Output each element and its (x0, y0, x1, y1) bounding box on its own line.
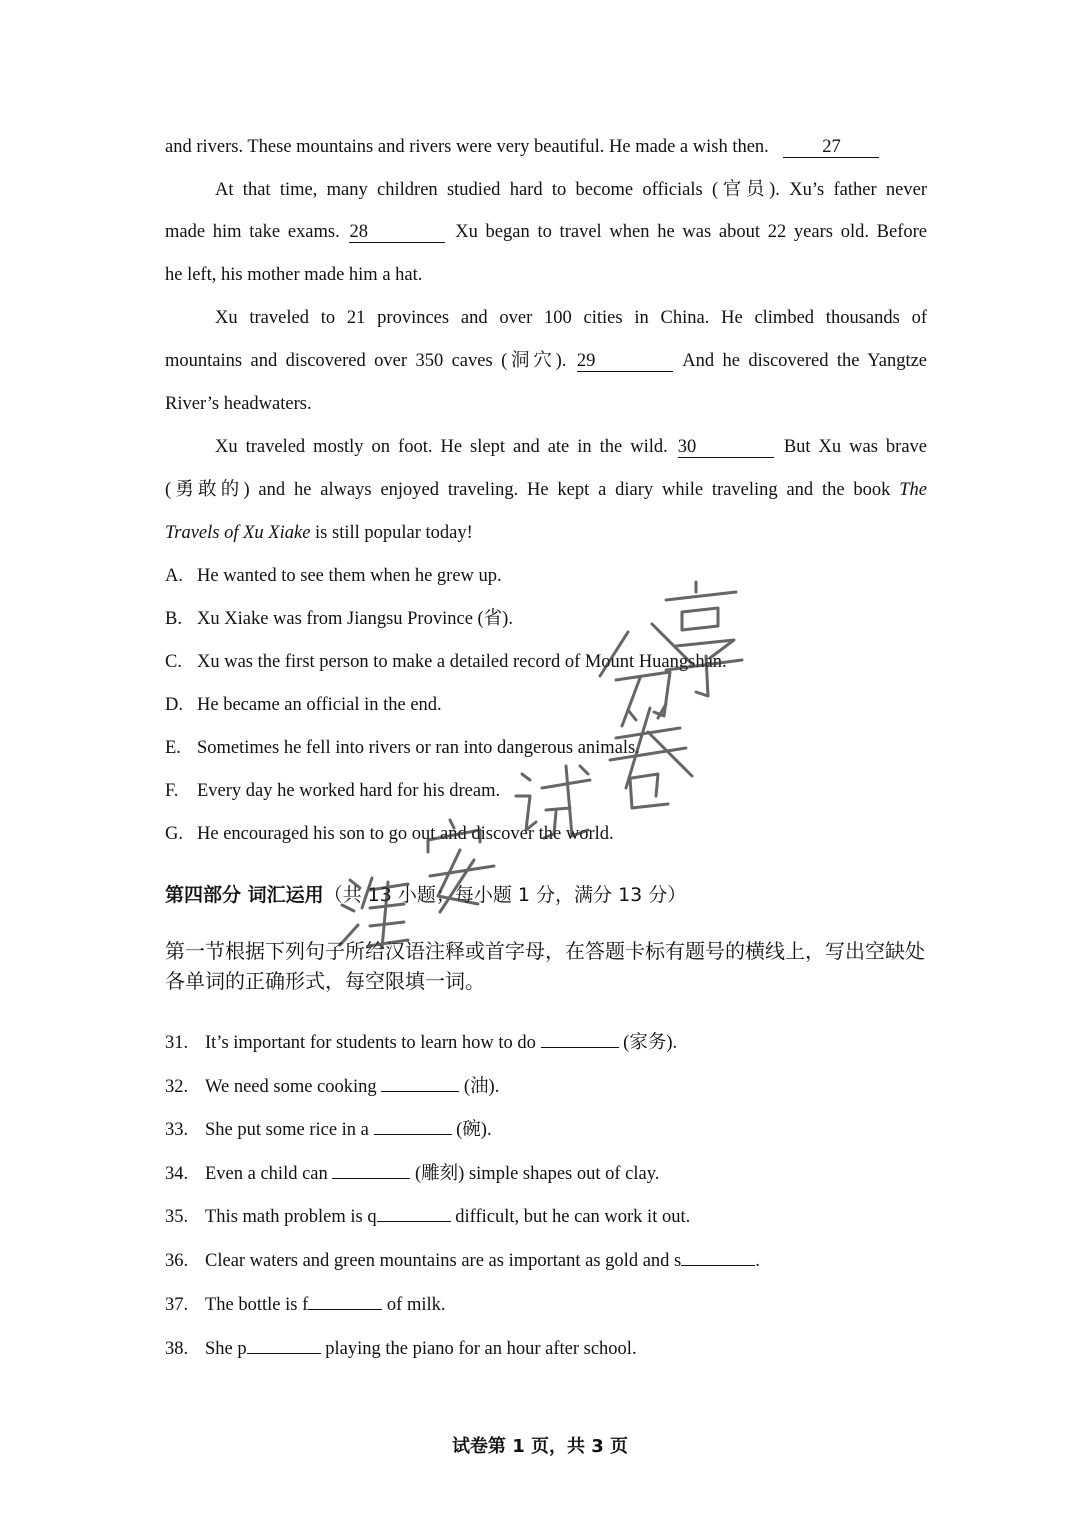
answer-blank-33[interactable] (374, 1116, 452, 1135)
answer-blank-34[interactable] (332, 1160, 410, 1179)
question-33: 33. She put some rice in a (碗). (165, 1116, 927, 1143)
passage-p4-line-1: Xu traveled mostly on foot. He slept and ate in the wild. 30 But Xu was brave (215, 437, 928, 457)
section-4-title: 第四部分 词汇运用 (165, 884, 324, 906)
passage-p2-line-2: made him take exams. 28 Xu began to travel when he was about 22 years old. Before (165, 222, 928, 242)
answer-blank-37[interactable] (308, 1291, 382, 1310)
option-d: D. He became an official in the end. (165, 695, 442, 715)
book-title: Travels of Xu Xiake (165, 523, 311, 543)
option-b: B. Xu Xiake was from Jiangsu Province (省). (165, 609, 513, 629)
question-37: 37. The bottle is f of milk. (165, 1291, 927, 1318)
section-4-heading (165, 880, 935, 910)
passage-p3-line-3: River’s headwaters. (165, 394, 312, 414)
page-footer: 试卷第 1 页，共 3 页 (451, 1436, 629, 1457)
question-36: 36. Clear waters and green mountains are as important as gold and s . (165, 1247, 927, 1274)
passage-p2-line-1: At that time, many children studied hard to become officials (官员). Xu’s father never (215, 180, 927, 200)
passage-line-1: and rivers. These mountains and rivers were very beautiful. He made a wish then. 27 (165, 134, 927, 160)
option-a: A. He wanted to see them when he grew up. (165, 566, 502, 586)
passage-p3-line-1: Xu traveled to 21 provinces and over 100 cities in China. He climbed thousands of (215, 308, 927, 328)
answer-blank-31[interactable] (541, 1029, 619, 1048)
blank-29[interactable]: 29 (577, 351, 673, 372)
passage-p3-line-2: mountains and discovered over 350 caves (洞穴). 29 And he discovered the Yangtze (165, 351, 928, 371)
option-e: E. Sometimes he fell into rivers or ran into dangerous animals. (165, 738, 640, 758)
blank-27[interactable]: 27 (783, 137, 879, 158)
answer-blank-35[interactable] (377, 1203, 451, 1222)
option-g: G. He encouraged his son to go out and discover the world. (165, 824, 614, 844)
passage-p4-line-2: (勇敢的) and he always enjoyed traveling. He kept a diary while traveling and the book The (165, 480, 927, 500)
question-31: 31. It’s important for students to learn how to do (家务). (165, 1029, 927, 1056)
blank-30[interactable]: 30 (678, 437, 774, 458)
answer-blank-32[interactable] (381, 1073, 459, 1092)
passage-p2-line-3: he left, his mother made him a hat. (165, 265, 423, 285)
passage-p4-line-3: Travels of Xu Xiake is still popular today! (165, 523, 473, 543)
option-c: C. Xu was the first person to make a detailed record of Mount Huangshan. (165, 652, 727, 672)
section-4-subtitle: （共 13 小题；每小题 1 分，满分 13 分） (323, 884, 687, 906)
question-32: 32. We need some cooking (油). (165, 1073, 927, 1100)
section-4-instruction: 第一节根据下列句子所给汉语注释或首字母，在答题卡标有题号的横线上，写出空缺处各单词的正确形式，每空限填一词。 (165, 939, 925, 993)
question-38: 38. She p playing the piano for an hour after school. (165, 1335, 927, 1362)
blank-28[interactable]: 28 (349, 222, 445, 243)
answer-blank-36[interactable] (681, 1247, 755, 1266)
question-35: 35. This math problem is q difficult, but he can work it out. (165, 1203, 927, 1230)
option-f: F. Every day he worked hard for his dream. (165, 781, 501, 801)
question-34: 34. Even a child can (雕刻) simple shapes out of clay. (165, 1160, 927, 1187)
answer-blank-38[interactable] (247, 1335, 321, 1354)
